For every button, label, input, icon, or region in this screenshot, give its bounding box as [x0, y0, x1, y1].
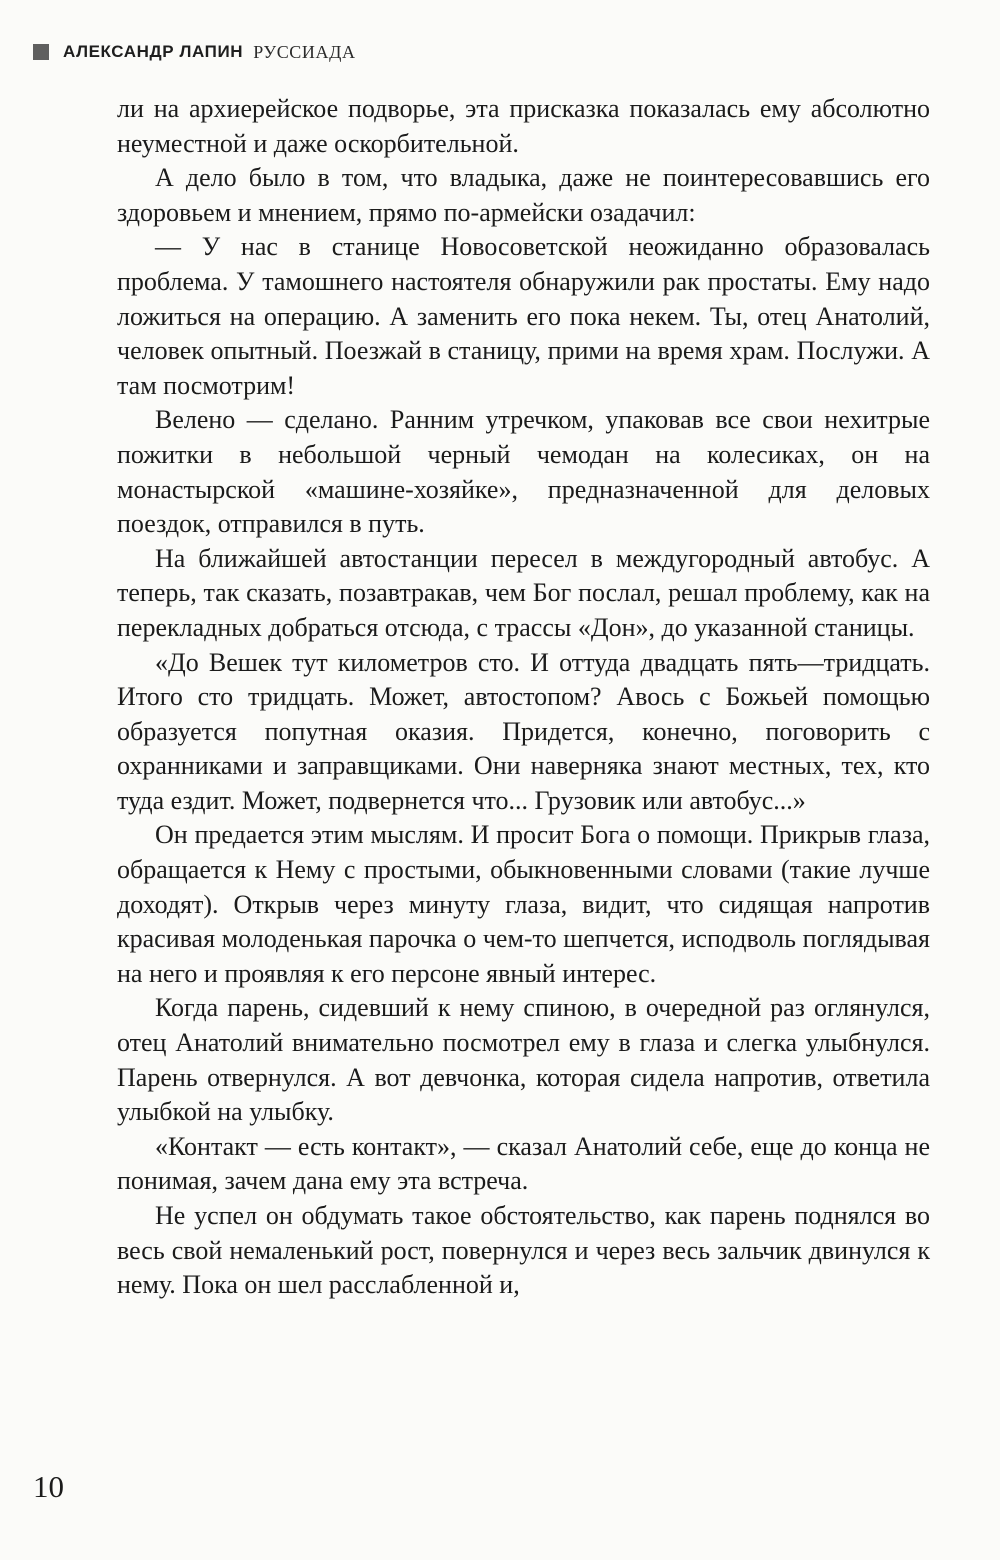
- page-body: [117, 92, 930, 1303]
- paragraph: А дело было в том, что владыка, даже не поинтересовавшись его здоровьем и мнением, прямо по-армейски озадачил:: [117, 163, 930, 227]
- running-header: [33, 40, 356, 64]
- paragraph: Не успел он обдумать такое обстоятельство, как парень поднялся во весь свой немаленький рост, повернулся и через весь зальчик двинулся к нему. Пока он шел расслабленной и,: [117, 1201, 930, 1300]
- paragraph: Велено — сделано. Ранним утречком, упаковав все свои нехитрые пожитки в небольшой черный чемодан на колесиках, он на монастырской «машине-хозяйке», предназначенной для деловых поездок, отправился в путь.: [117, 405, 930, 539]
- paragraph-continued: ли на архиерейское подворье, эта присказка показалась ему абсолютно неуместной и даже оскорбительной.: [117, 94, 930, 158]
- paragraph: «Контакт — есть контакт», — сказал Анатолий себе, еще до конца не понимая, зачем дана ему эта встреча.: [117, 1131, 930, 1196]
- paragraph: — У нас в станице Новосоветской неожиданно образовалась проблема. У тамошнего настоятеля обнаружили рак простаты. Ему надо ложиться на операцию. А заменить его пока некем. Ты, отец Анатолий, человек опытный. Поезжай в станицу, прими на время храм. Послужи. А там посмотрим!: [117, 232, 930, 400]
- paragraph: «До Вешек тут километров сто. И оттуда двадцать пять—тридцать. Итого сто тридцать. Может, автостопом? Авось с Божьей помощью образуется попутная оказия. Придется, конечно, поговорить с охранниками и заправщиками. Они наверняка знают местных, тех, кто туда ездит. Может, подвернется что... Грузовик или автобус...»: [117, 647, 930, 815]
- header-author: АЛЕКСАНДР ЛАПИН: [63, 42, 244, 61]
- paragraph: На ближайшей автостанции пересел в междугородный автобус. А теперь, так сказать, позавтракав, чем Бог послал, решал проблему, как на перекладных добраться отсюда, с трассы «Дон», до указанной станицы.: [117, 543, 930, 642]
- page-number: 10: [33, 1469, 64, 1504]
- header-square-mark: [33, 44, 49, 60]
- paragraph: Он предается этим мыслям. И просит Бога о помощи. Прикрыв глаза, обращается к Нему с простыми, обыкновенными словами (такие лучше доходят). Открыв через минуту глаза, видит, что сидящая напротив красивая молоденькая парочка о чем-то шепчется, исподволь поглядывая на него и проявляя к его персоне явный интерес.: [117, 820, 930, 988]
- paragraph: Когда парень, сидевший к нему спиною, в очередной раз оглянулся, отец Анатолий внимательно посмотрел ему в глаза и слегка улыбнулся. Парень отвернулся. А вот девчонка, которая сидела напротив, ответила улыбкой на улыбку.: [117, 993, 930, 1127]
- header-book-title: РУССИАДА: [253, 41, 356, 62]
